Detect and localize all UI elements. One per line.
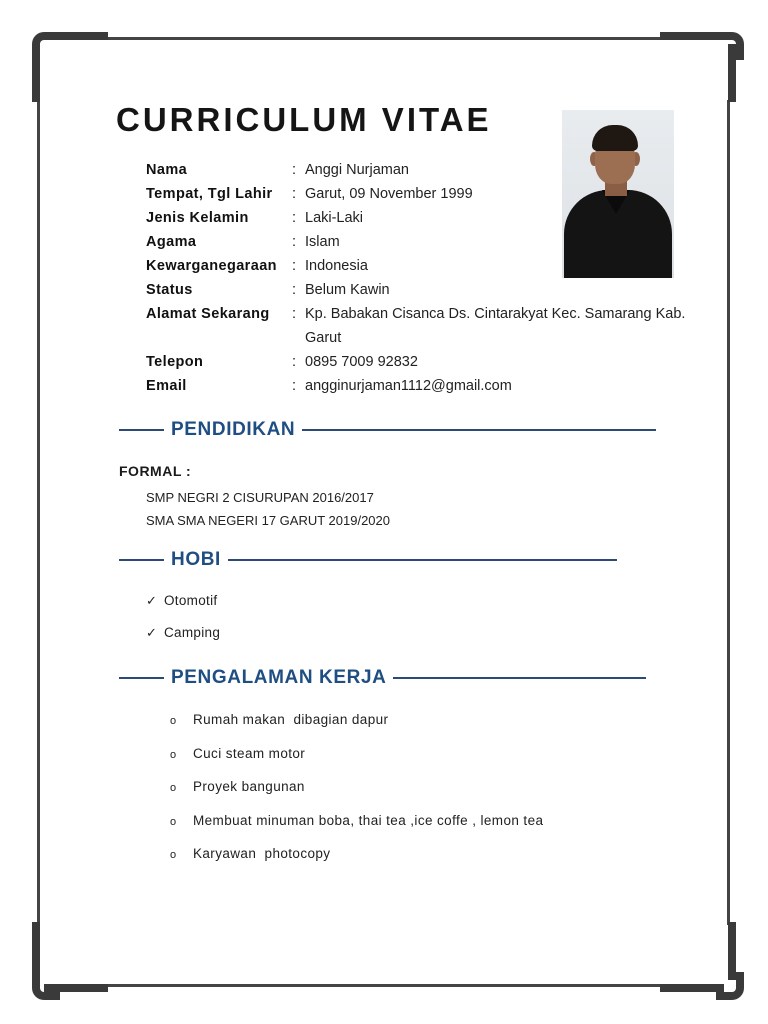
experience-item	[170, 843, 543, 877]
info-separator: :	[292, 306, 297, 322]
heading-rule-right	[393, 677, 646, 679]
section-heading-experience	[119, 667, 646, 689]
frame-top-line	[104, 37, 664, 40]
info-separator: :	[292, 210, 297, 226]
info-value: 0895 7009 92832	[305, 354, 418, 370]
page-title: CURRICULUM VITAE	[116, 101, 492, 138]
info-value: Indonesia	[305, 258, 368, 274]
experience-label: Rumah makan dibagian dapur	[193, 712, 389, 727]
info-value: Laki-Laki	[305, 210, 364, 226]
section-heading-education	[119, 419, 656, 441]
info-separator: :	[292, 258, 297, 274]
info-separator: :	[292, 186, 297, 202]
experience-list	[170, 709, 543, 877]
info-value: Kp. Babakan Cisanca Ds. Cintarakyat Kec. Samarang Kab. Garut	[305, 306, 686, 346]
hobby-item	[146, 590, 220, 622]
experience-item	[170, 743, 543, 777]
circle-bullet-icon: o	[170, 715, 177, 727]
info-row-nationality	[146, 254, 686, 278]
experience-label: Cuci steam motor	[193, 745, 306, 761]
check-icon: ✓	[146, 625, 158, 640]
info-value: Anggi Nurjaman	[305, 162, 409, 178]
info-separator: :	[292, 162, 297, 178]
info-label: Telepon	[146, 354, 204, 370]
info-separator: :	[292, 354, 297, 370]
frame-corner-top-left	[32, 32, 60, 60]
info-value: Islam	[305, 234, 340, 250]
experience-item	[170, 776, 543, 810]
circle-bullet-icon: o	[170, 815, 177, 828]
info-separator: :	[292, 282, 297, 298]
hobby-item	[146, 622, 220, 654]
hobby-label: Otomotif	[164, 593, 218, 608]
education-item: SMP NEGRI 2 CISURUPAN 2016/2017	[146, 490, 374, 505]
info-row-gender	[146, 206, 686, 230]
circle-bullet-icon: o	[170, 748, 177, 761]
frame-corner-bottom-right	[716, 972, 744, 1000]
education-item: SMA SMA NEGERI 17 GARUT 2019/2020	[146, 513, 390, 528]
heading-rule-left	[119, 559, 164, 561]
circle-bullet-icon: o	[170, 849, 177, 861]
frame-top-right-h	[660, 32, 724, 40]
frame-corner-top-right	[716, 32, 744, 60]
info-row-birth	[146, 182, 686, 206]
circle-bullet-icon: o	[170, 782, 177, 794]
info-label: Alamat Sekarang	[146, 306, 270, 322]
experience-label: Proyek bangunan	[193, 779, 305, 794]
frame-corner-bottom-left	[32, 972, 60, 1000]
info-label: Jenis Kelamin	[146, 210, 249, 226]
hobby-list	[146, 590, 220, 654]
education-list	[146, 486, 390, 532]
formal-label: FORMAL :	[119, 463, 192, 479]
info-separator: :	[292, 378, 297, 394]
info-row-religion	[146, 230, 686, 254]
heading-rule-right	[228, 559, 617, 561]
info-label: Nama	[146, 162, 188, 178]
info-label: Email	[146, 378, 187, 394]
check-icon: ✓	[146, 593, 158, 608]
heading-rule-right	[302, 429, 656, 431]
frame-left-line	[37, 100, 40, 925]
heading-rule-left	[119, 429, 164, 431]
info-value: Belum Kawin	[305, 282, 390, 298]
frame-right-line	[727, 100, 730, 925]
experience-label: Membuat minuman boba, thai tea ,ice coffe , lemon tea	[193, 812, 544, 828]
info-value: angginurjaman1112@gmail.com	[305, 378, 512, 394]
heading-rule-left	[119, 677, 164, 679]
info-separator: :	[292, 234, 297, 250]
hobby-label: Camping	[164, 625, 221, 640]
heading-text: PENDIDIKAN	[171, 419, 296, 440]
info-label: Agama	[146, 234, 197, 250]
frame-bottom-line	[104, 984, 664, 987]
section-heading-hobby	[119, 549, 617, 571]
info-label: Tempat, Tgl Lahir	[146, 186, 273, 202]
experience-item	[170, 709, 543, 743]
info-row-email	[146, 374, 686, 398]
info-label: Kewarganegaraan	[146, 258, 277, 274]
info-row-name	[146, 158, 686, 182]
experience-item	[170, 810, 543, 844]
info-label: Status	[146, 282, 193, 298]
info-row-address	[146, 302, 686, 350]
experience-label: Karyawan photocopy	[193, 846, 331, 861]
info-row-status	[146, 278, 686, 302]
info-value: Garut, 09 November 1999	[305, 186, 473, 202]
frame-bottom-right-h	[660, 984, 724, 992]
info-row-phone	[146, 350, 686, 374]
heading-text: PENGALAMAN KERJA	[171, 667, 387, 688]
personal-info	[146, 158, 686, 398]
heading-text: HOBI	[171, 549, 221, 570]
